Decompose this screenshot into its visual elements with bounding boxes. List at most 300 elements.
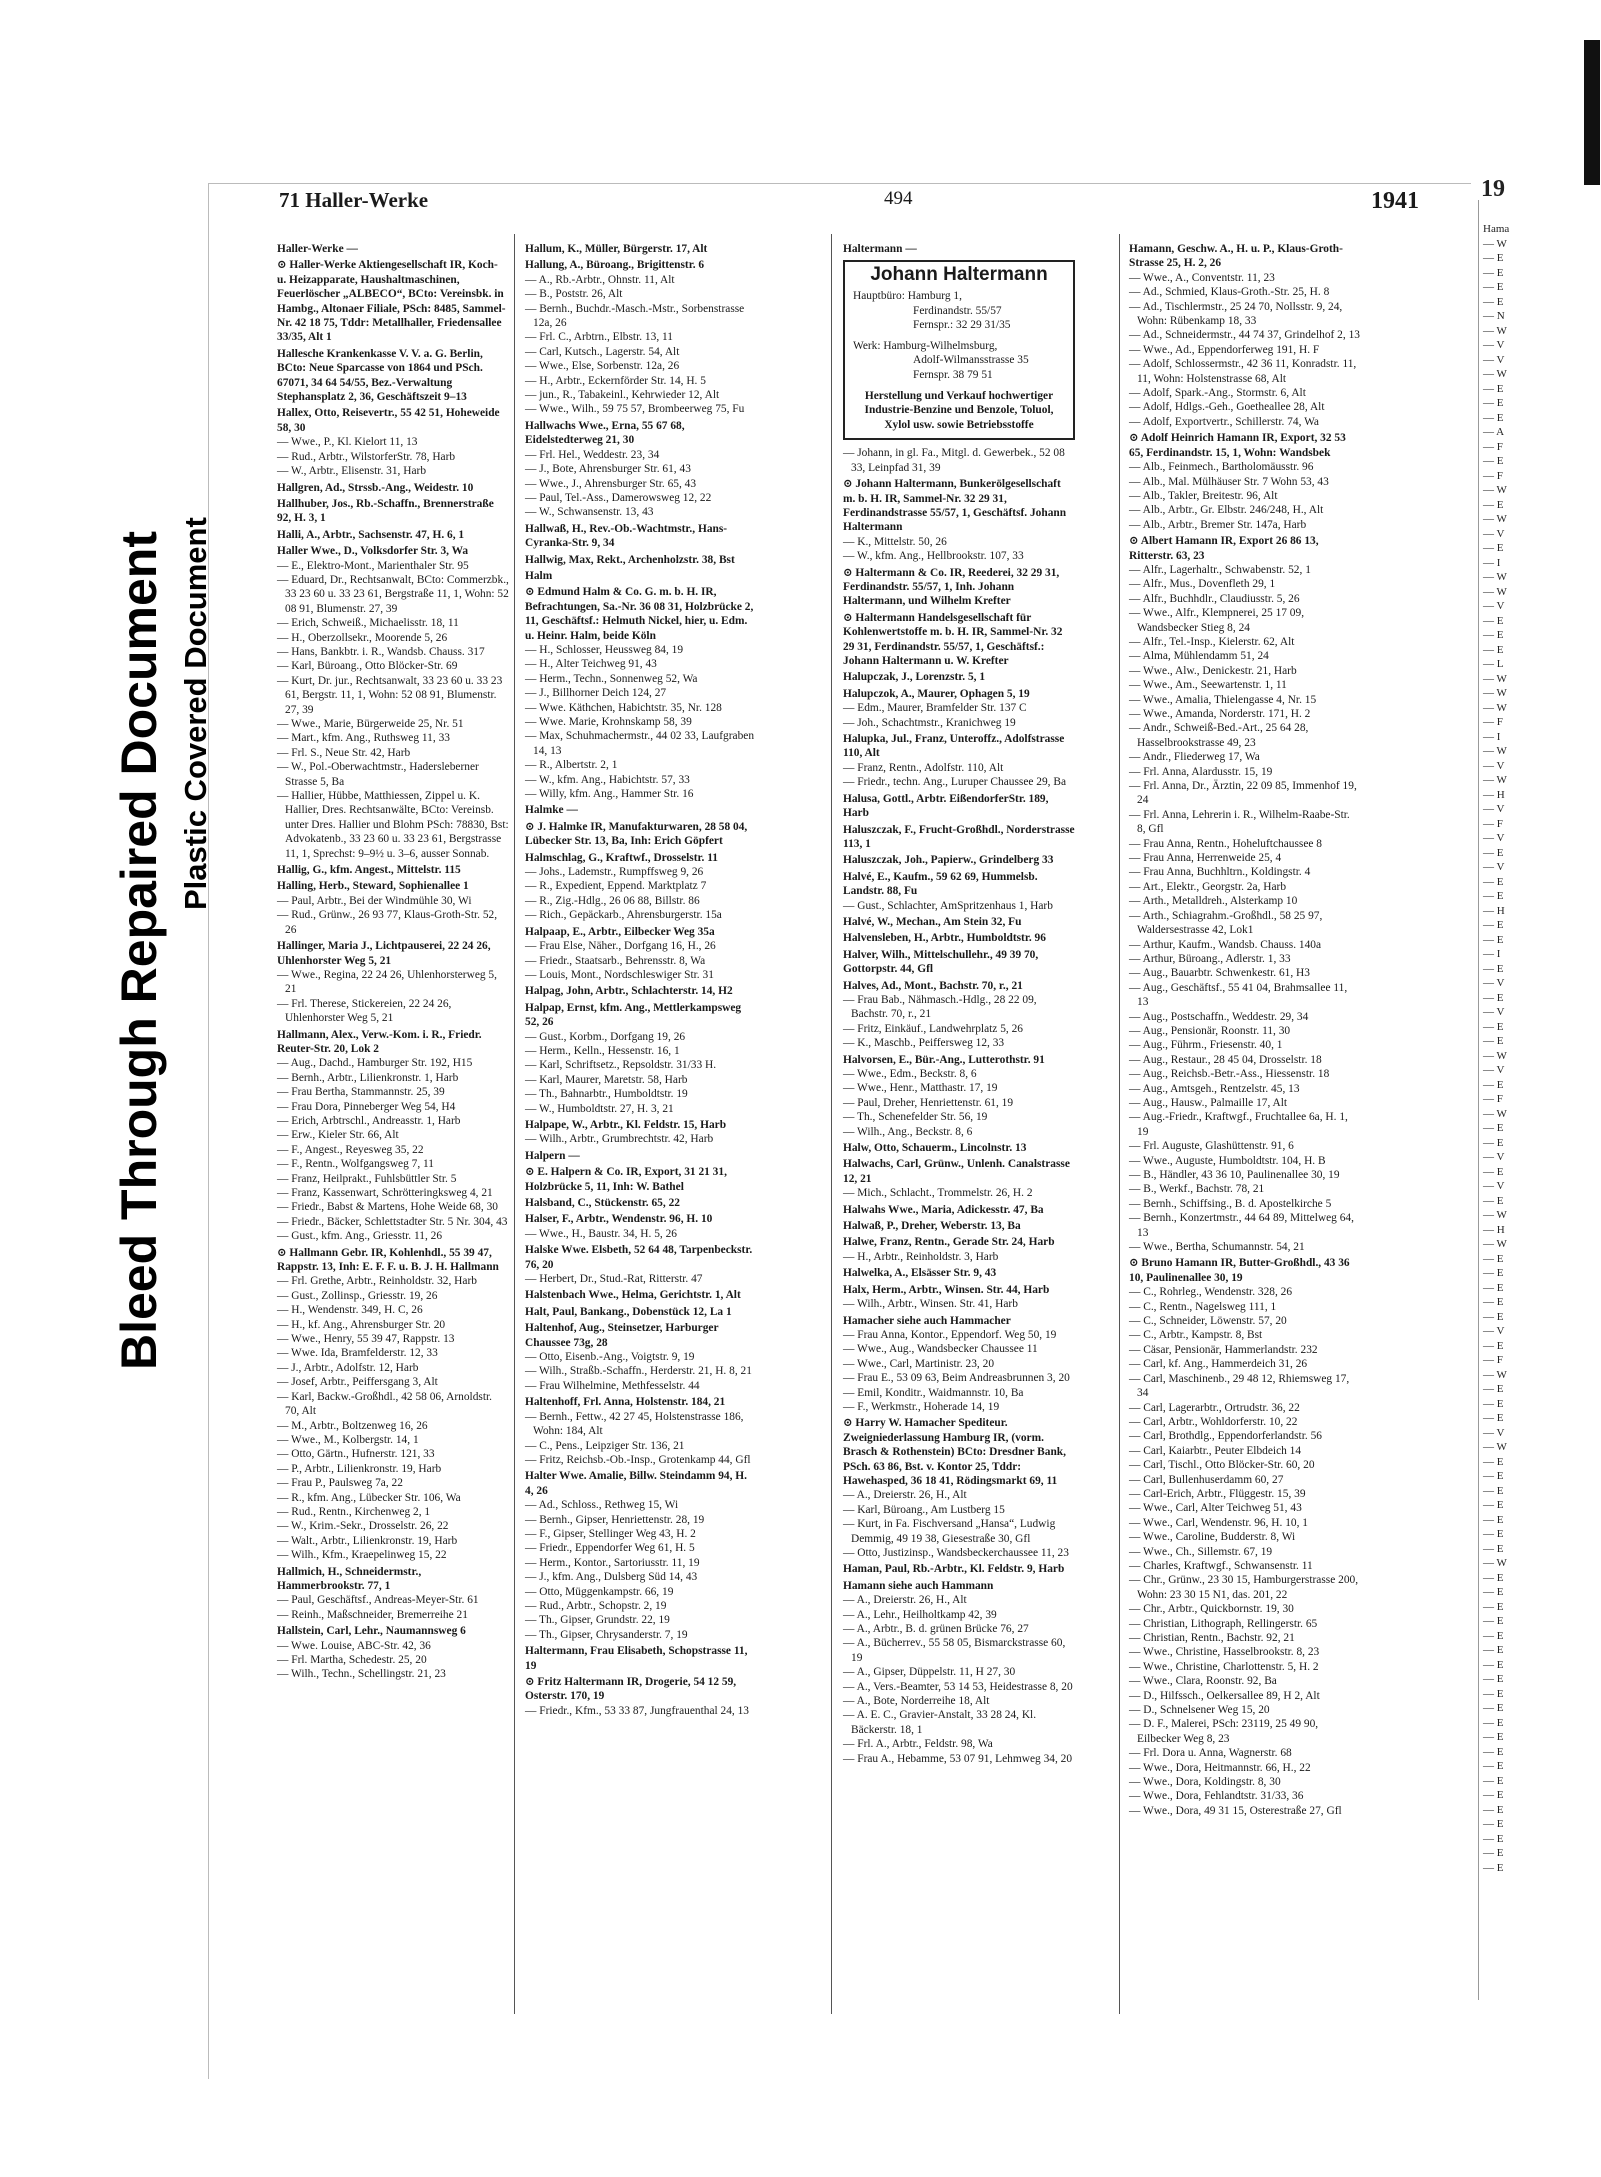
directory-entry: — Wwe., M., Kolbergstr. 14, 1 (277, 1433, 419, 1446)
directory-entry: — Karl, Maurer, Maretstr. 58, Harb (525, 1073, 688, 1086)
directory-entry: Haller-Werke — (277, 243, 358, 255)
directory-entry: — C., Arbtr., Kampstr. 8, Bst (1129, 1329, 1263, 1342)
directory-entry: Hallstein, Carl, Lehr., Naumannsweg 6 (277, 1625, 466, 1638)
adjacent-line: — F (1483, 1354, 1503, 1366)
adjacent-line: — E (1483, 411, 1504, 424)
adjacent-line: — E (1483, 1542, 1504, 1555)
directory-entry: Hallum, K., Müller, Bürgerstr. 17, Alt (525, 243, 708, 255)
directory-entry: — Adolf, Hdlgs.-Geh., Goetheallee 28, Alt (1129, 401, 1325, 414)
adjacent-line: — E (1483, 252, 1504, 264)
directory-entry: — Aug., Geschäftsf., 55 41 04, Brahmsallee 11, 13 (1129, 981, 1348, 1009)
adjacent-line: — H (1483, 1223, 1505, 1236)
directory-entry: Halusa, Gottl., Arbtr. EißendorferStr. 189, Harb (843, 792, 1049, 820)
adjacent-line: — E (1483, 1629, 1504, 1642)
directory-entry: Halstenbach Wwe., Helma, Gerichtstr. 1, Alt (525, 1289, 741, 1302)
directory-entry: — Wwe., Wilh., 59 75 57, Brombeerweg 75, Fu (525, 403, 745, 416)
directory-entry: — Wilh., Ang., Beckstr. 8, 6 (843, 1125, 973, 1138)
directory-entry: — Alfr., Buchhdlr., Claudiusstr. 5, 26 (1129, 592, 1300, 605)
directory-entry: — W., Pol.-Oberwachtmstr., Hadersleberner Strasse 5, Ba (277, 761, 479, 788)
adjacent-line: — H (1483, 788, 1505, 801)
directory-entry: — Kurt, in Fa. Fischversand „Hansa“, Ludwig Demmig, 49 19 38, Giesestraße 30, Gfl (843, 1518, 1056, 1545)
directory-entry: — B., Werkf., Bachstr. 78, 21 (1129, 1183, 1265, 1196)
directory-entry: — Carl, Bullenhuserdamm 60, 27 (1129, 1473, 1284, 1486)
directory-entry: — Wwe., Edm., Beckstr. 8, 6 (843, 1068, 977, 1080)
adjacent-line: — V (1483, 353, 1505, 366)
directory-entry: — Bernh., Gipser, Henriettenstr. 28, 19 (525, 1513, 705, 1526)
adjacent-line: Hama (1483, 223, 1510, 235)
directory-entry: — W., Krim.-Sekr., Drosselstr. 26, 22 (277, 1520, 449, 1533)
adjacent-line: — W (1483, 585, 1507, 598)
adjacent-line: — E (1483, 919, 1504, 931)
adjacent-line: — V (1483, 339, 1505, 351)
directory-entry: Halvé, E., Kaufm., 59 62 69, Hummelsb. Landstr. 88, Fu (843, 870, 1038, 898)
directory-entry: — Wwe., Carl, Martinistr. 23, 20 (843, 1357, 995, 1370)
adjacent-line: — E (1483, 1296, 1504, 1308)
adjacent-line: — E (1483, 382, 1504, 395)
adjacent-line: — E (1483, 1658, 1504, 1671)
column-4 (1129, 240, 1361, 2010)
directory-entry: ⊙ Fritz Haltermann IR, Drogerie, 54 12 59, Osterstr. 170, 19 (525, 1676, 737, 1703)
directory-entry: — Aug.-Friedr., Kraftwgf., Fruchtallee 6a, H. 1, 19 (1129, 1111, 1348, 1138)
directory-entry: — Carl-Erich, Arbtr., Flüggestr. 15, 39 (1129, 1487, 1306, 1500)
directory-entry: — R., Expedient, Eppend. Marktplatz 7 (525, 880, 707, 893)
adjacent-line: — W (1483, 774, 1507, 786)
directory-entry: Hamacher siehe auch Hammacher (843, 1314, 1011, 1327)
directory-entry: Halpape, W., Arbtr., Kl. Feldstr. 15, Harb (525, 1118, 727, 1131)
adjacent-line: — W (1483, 1209, 1507, 1221)
directory-entry: — Hans, Bankbtr. i. R., Wandsb. Chauss. 317 (277, 645, 485, 658)
directory-entry: — Johann, in gl. Fa., Mitgl. d. Gewerbek., 52 08 33, Leinpfad 31, 39 (843, 447, 1065, 474)
directory-entry: — F., Rentn., Wolfgangsweg 7, 11 (277, 1158, 434, 1171)
directory-entry: — Frl. S., Neue Str. 42, Harb (277, 746, 411, 759)
adjacent-line: — E (1483, 1035, 1504, 1047)
directory-entry: — P., Arbtr., Lilienkronstr. 19, Harb (277, 1462, 442, 1475)
adjacent-line: — W (1483, 513, 1507, 525)
directory-entry: — Wwe., Christine, Charlottenstr. 5, H. 2 (1129, 1660, 1319, 1673)
column-rule (831, 234, 832, 2014)
directory-entry: — Franz, Rentn., Adolfstr. 110, Alt (843, 761, 1004, 774)
directory-entry: — C., Rohrleg., Wendenstr. 328, 26 (1129, 1286, 1293, 1299)
directory-entry: — Carl, Kutsch., Lagerstr. 54, Alt (525, 345, 680, 358)
directory-entry: — Carl, Kaiarbtr., Peuter Elbdeich 14 (1129, 1444, 1302, 1457)
directory-entry: — Andr., Schweiß-Bed.-Art., 25 64 28, Hasselbrookstrasse 49, 23 (1129, 722, 1309, 749)
directory-entry: — Ad., Schloss., Rethweg 15, Wi (525, 1499, 679, 1512)
directory-entry: — Wwe. Käthchen, Habichtstr. 35, Nr. 128 (525, 701, 722, 714)
directory-entry: — R., kfm. Ang., Lübecker Str. 106, Wa (277, 1491, 461, 1504)
directory-page (208, 183, 1471, 2079)
directory-entry: — Frl. Hel., Weddestr. 23, 34 (525, 448, 660, 461)
adjacent-line: — V (1483, 803, 1505, 815)
directory-entry: Halli, A., Arbtr., Sachsenstr. 47, H. 6, 1 (277, 528, 465, 541)
directory-entry: — Alb., Takler, Breitestr. 96, Alt (1129, 489, 1278, 502)
directory-entry: Halser, F., Arbtr., Wendenstr. 96, H. 10 (525, 1213, 713, 1226)
directory-entry: — D., Hilfssch., Oelkersallee 89, H 2, Alt (1129, 1689, 1320, 1702)
directory-entry: — F., Angest., Reyesweg 35, 22 (277, 1143, 424, 1156)
adjacent-line: — W (1483, 1441, 1507, 1453)
directory-entry: — Paul, Geschäftsf., Andreas-Meyer-Str. 61 (277, 1594, 479, 1607)
directory-entry: — Rud., Arbtr., Schopstr. 2, 19 (525, 1599, 667, 1612)
adjacent-line: — E (1483, 1803, 1504, 1816)
adjacent-line: — E (1483, 455, 1504, 467)
directory-entry: ⊙ Johann Haltermann, Bunkerölgesellschaft m. b. H. IR, Sammel-Nr. 32 29 31, Ferdinandstrasse 55/57, 1, Geschäftsf. Johann Haltermann (843, 478, 1067, 534)
directory-entry: — K., Maschb., Peiffersweg 12, 33 (843, 1037, 1005, 1050)
directory-entry: Halske Wwe. Elsbeth, 52 64 48, Tarpenbeckstr. 76, 20 (525, 1244, 753, 1271)
directory-entry: — Rud., Arbtr., WilstorferStr. 78, Harb (277, 450, 456, 463)
directory-entry: — Rich., Gepäckarb., Ahrensburgerstr. 15a (525, 909, 722, 922)
directory-entry: — A., Rb.-Arbtr., Ohnstr. 11, Alt (525, 273, 675, 286)
directory-entry: — Wwe., Carl, Wendenstr. 96, H. 10, 1 (1129, 1516, 1308, 1529)
adjacent-line: — V (1483, 1006, 1505, 1018)
adjacent-line: — V (1483, 832, 1505, 844)
directory-entry: — Rud., Rentn., Kirchenweg 2, 1 (277, 1505, 431, 1518)
adjacent-line: — E (1483, 1499, 1504, 1511)
directory-entry: — Rud., Grünw., 26 93 77, Klaus-Groth-Str. 52, 26 (277, 909, 498, 936)
adjacent-line: — E (1483, 1745, 1504, 1758)
directory-entry: — Ad., Schneidermstr., 44 74 37, Grindelhof 2, 13 (1129, 329, 1360, 342)
adjacent-page-number: 19 (1481, 176, 1505, 202)
directory-entry: Halwelka, A., Elsässer Str. 9, 43 (843, 1267, 997, 1280)
directory-entry: — W., Humboldtstr. 27, H. 3, 21 (525, 1102, 674, 1115)
adjacent-line: — E (1483, 498, 1504, 511)
directory-entry: — Ad., Tischlermstr., 25 24 70, Nollsstr. 9, 24, Wohn: Rübenkamp 18, 33 (1129, 300, 1343, 328)
directory-entry: — Th., Gipser, Chrysanderstr. 7, 19 (525, 1628, 688, 1641)
directory-entry: Halsband, C., Stückenstr. 65, 22 (525, 1197, 680, 1209)
directory-entry: — Th., Bahnarbtr., Humboldtstr. 19 (525, 1088, 688, 1101)
adjacent-line: — E (1483, 1615, 1504, 1627)
ad-works-label: Werk: Hamburg-Wilhelmsburg, (853, 339, 998, 352)
directory-entry: — Andr., Fliederweg 17, Wa (1129, 751, 1260, 764)
column-2 (525, 240, 757, 2010)
column-1 (277, 240, 509, 2010)
directory-entry: — Bernh., Konzertmstr., 44 64 89, Mittelweg 64, 13 (1129, 1212, 1354, 1239)
directory-entry: — Hallier, Hübbe, Matthiessen, Zippel u. K. Hallier, Dres. Rechtsanwälte, BCto: Vereinsb. unter Dres. Hallier und Blohm PSch: 78830, Bst: Advokatenb., 33 23 60 u. 33 23 61, Bergstrasse 11, 1, Sprechst: 9–9½ u. 3–6, ausser Sonnab. (277, 790, 509, 860)
directory-entry: — Aug., Amtsgeh., Rentzelstr. 45, 13 (1129, 1082, 1300, 1095)
adjacent-line: — E (1483, 1818, 1504, 1830)
directory-entry: — Wwe., Dora, 49 31 15, Osterestraße 27, Gfl (1129, 1804, 1342, 1817)
directory-entry: — E., Elektro-Mont., Marienthaler Str. 95 (277, 559, 469, 572)
directory-entry: — Frl. Anna, Lehrerin i. R., Wilhelm-Raabe-Str. 8, Gfl (1129, 808, 1350, 836)
adjacent-line: — W (1483, 1049, 1507, 1062)
directory-entry: — W., Arbtr., Elisenstr. 31, Harb (277, 465, 427, 478)
directory-entry: — A., Dreierstr. 26, H., Alt (843, 1594, 967, 1607)
adjacent-line: — E (1483, 1586, 1504, 1598)
directory-entry: — M., Arbtr., Boltzenweg 16, 26 (277, 1419, 428, 1432)
adjacent-line: — W (1483, 672, 1507, 685)
directory-entry: Halw, Otto, Schauerm., Lincolnstr. 13 (843, 1142, 1027, 1155)
adjacent-line: — F (1483, 1093, 1503, 1105)
directory-entry: — Frau Wilhelmine, Methfesselstr. 44 (525, 1379, 700, 1392)
directory-entry: — Frau Anna, Kontor., Eppendorf. Weg 50, 19 (843, 1328, 1057, 1341)
directory-entry: — Aug., Führm., Friesenstr. 40, 1 (1129, 1039, 1283, 1052)
adjacent-line: — W (1483, 687, 1507, 699)
adjacent-line: — E (1483, 1310, 1504, 1323)
adjacent-line: — E (1483, 1484, 1504, 1497)
adjacent-line: — V (1483, 977, 1505, 989)
directory-entry: — Paul, Arbtr., Bei der Windmühle 30, Wi (277, 894, 472, 907)
adjacent-line: — E (1483, 1165, 1504, 1178)
directory-entry: Halvé, W., Mechan., Am Stein 32, Fu (843, 915, 1022, 928)
directory-entry: Halupka, Jul., Franz, Unteroffz., Adolfstrasse 110, Alt (843, 733, 1065, 760)
directory-entry: — Christian, Rentn., Bachstr. 92, 21 (1129, 1632, 1295, 1644)
directory-entry: — Carl, kf. Ang., Hammerdeich 31, 26 (1129, 1358, 1308, 1371)
directory-entry: Halvorsen, E., Bür.-Ang., Lutterothstr. 91 (843, 1053, 1045, 1066)
directory-entry: — Adolf, Spark.-Ang., Stormstr. 6, Alt (1129, 387, 1306, 400)
directory-entry: — J., Billhorner Deich 124, 27 (525, 687, 667, 700)
directory-entry: — Gust., Zollinsp., Griesstr. 19, 26 (277, 1289, 438, 1302)
adjacent-line: — V (1483, 527, 1505, 540)
adjacent-line: — N (1483, 310, 1505, 322)
directory-entry: Halvensleben, H., Arbtr., Humboldtstr. 96 (843, 932, 1046, 945)
directory-entry: ⊙ J. Halmke IR, Manufakturwaren, 28 58 04, Lübecker Str. 13, Ba, Inh: Erich Göpfert (525, 820, 748, 848)
directory-entry: — Arthur, Kaufm., Wandsb. Chauss. 140a (1129, 938, 1322, 951)
adjacent-line: — F (1483, 440, 1503, 453)
directory-entry: — Wwe. Ida, Bramfelderstr. 12, 33 (277, 1347, 438, 1360)
directory-entry: — Herm., Kelln., Hessenstr. 16, 1 (525, 1044, 680, 1057)
directory-entry: — Frau Anna, Buchhltrn., Koldingstr. 4 (1129, 866, 1311, 879)
directory-entry: — C., Pens., Leipziger Str. 136, 21 (525, 1439, 685, 1452)
directory-entry: — Reinh., Maßschneider, Bremerreihe 21 (277, 1608, 468, 1621)
directory-entry: — Wwe., Christine, Hasselbrookstr. 8, 23 (1129, 1646, 1320, 1659)
directory-entry: Hallwachs Wwe., Erna, 55 67 68, Eidelstedterweg 21, 30 (525, 419, 685, 447)
directory-entry: — A., Dreierstr. 26, H., Alt (843, 1489, 967, 1502)
directory-entry: — Wwe., Carl, Alter Teichweg 51, 43 (1129, 1502, 1302, 1515)
directory-entry: — Mich., Schlacht., Trommelstr. 26, H. 2 (843, 1187, 1033, 1200)
directory-entry: — R., Albertstr. 2, 1 (525, 759, 618, 772)
directory-entry: — J., Bote, Ahrensburger Str. 61, 43 (525, 463, 691, 476)
adjacent-line: — E (1483, 1194, 1504, 1207)
stamp-line-1: Bleed Through Repaired Document (111, 531, 167, 1370)
directory-entry: Hallhuber, Jos., Rb.-Schaffn., Brennerstraße 92, H. 3, 1 (277, 497, 494, 525)
adjacent-line: — V (1483, 1325, 1505, 1337)
directory-entry: — Frl. Martha, Schedestr. 25, 20 (277, 1654, 427, 1666)
directory-entry: ⊙ Haltermann Handelsgesellschaft für Kohlenwertstoffe m. b. H. IR, Sammel-Nr. 32 29 31, Ferdinandstr. 55/57, 1, Geschäftsf.: Johann Haltermann u. W. Krefter (843, 611, 1063, 668)
adjacent-line: — E (1483, 1412, 1504, 1424)
directory-entry: — Wwe., Ad., Eppendorferweg 191, H. F (1129, 343, 1320, 356)
stamp-line-2: Plastic Covered Document (178, 517, 213, 910)
directory-entry: — A., Vers.-Beamter, 53 14 53, Heidestrasse 8, 20 (843, 1680, 1073, 1693)
directory-entry: — Arthur, Büroang., Adlerstr. 1, 33 (1129, 952, 1291, 965)
adjacent-line: — V (1483, 1180, 1505, 1192)
directory-entry: — Wwe., Dora, Fehlandtstr. 31/33, 36 (1129, 1790, 1304, 1803)
adjacent-line: — E (1483, 1122, 1504, 1134)
directory-entry: — Bernh., Buchdr.-Masch.-Mstr., Sorbenstrasse 12a, 26 (525, 302, 745, 330)
directory-entry: — Frau A., Hebamme, 53 07 91, Lehmweg 34, 20 (843, 1752, 1073, 1765)
directory-entry: — Otto, Eisenb.-Ang., Voigtstr. 9, 19 (525, 1351, 695, 1364)
adjacent-line: — E (1483, 1267, 1504, 1279)
adjacent-line: — W (1483, 1368, 1507, 1381)
directory-entry: — C., Rentn., Nagelsweg 111, 1 (1129, 1300, 1277, 1313)
directory-entry: — D., Schnelsener Weg 15, 20 (1129, 1704, 1270, 1717)
directory-entry: — Frl. Anna, Dr., Ärztin, 22 09 85, Immenhof 19, 24 (1129, 780, 1357, 807)
directory-entry: — Frau P., Paulsweg 7a, 22 (277, 1477, 403, 1490)
directory-entry: — Aug., Hausw., Palmaille 17, Alt (1129, 1096, 1288, 1109)
directory-entry: ⊙ Albert Hamann IR, Export 26 86 13, Ritterstr. 63, 23 (1129, 535, 1319, 562)
adjacent-line: — E (1483, 1832, 1504, 1845)
directory-entry: Haller Wwe., D., Volksdorfer Str. 3, Wa (277, 545, 469, 558)
directory-entry: — Wwe., Regina, 22 24 26, Uhlenhorsterweg 5, 21 (277, 968, 497, 996)
directory-entry: — Frau Else, Näher., Dorfgang 16, H., 26 (525, 940, 716, 953)
directory-entry: ⊙ Edmund Halm & Co. G. m. b. H. IR, Befrachtungen, Sa.-Nr. 36 08 31, Holzbrücke 2, 11, Geschäftsf.: Helmuth Nickel, hier, u. Edm. u. Heinr. Halm, beide Köln (525, 586, 754, 642)
adjacent-line: — F (1483, 716, 1503, 728)
adjacent-line: — E (1483, 1281, 1504, 1294)
directory-entry: — Aug., Postschaffn., Weddestr. 29, 34 (1129, 1010, 1309, 1023)
adjacent-line: — E (1483, 1716, 1504, 1729)
directory-entry: Halwe, Franz, Rentn., Gerade Str. 24, Harb (843, 1236, 1055, 1249)
directory-entry: Haman, Paul, Rb.-Arbtr., Kl. Feldstr. 9, Harb (843, 1563, 1065, 1576)
directory-entry: Haltenhof, Aug., Steinsetzer, Harburger Chaussee 73g, 28 (525, 1322, 719, 1349)
adjacent-line: — E (1483, 397, 1504, 409)
directory-entry: — Fritz, Einkäuf., Landwehrplatz 5, 26 (843, 1022, 1023, 1035)
directory-entry: — Frl. A., Arbtr., Feldstr. 98, Wa (843, 1738, 993, 1751)
directory-entry: Hallmich, H., Schneidermstr., Hammerbrookstr. 77, 1 (277, 1565, 422, 1592)
directory-entry: — Aug., Pensionär, Roonstr. 11, 30 (1129, 1024, 1291, 1037)
directory-entry: — Chr., Grünw., 23 30 15, Hamburgerstrasse 200, Wohn: 23 30 15 N1, das. 201, 22 (1129, 1574, 1359, 1601)
directory-entry: — A., Lehr., Heilholtkamp 42, 39 (843, 1608, 997, 1621)
directory-entry: — Ad., Schmied, Klaus-Groth.-Str. 25, H. 8 (1129, 286, 1330, 299)
adjacent-line: — E (1483, 1136, 1504, 1149)
adjacent-line: — E (1483, 991, 1504, 1004)
directory-entry: — F., Werkmstr., Hoherade 14, 19 (843, 1400, 1000, 1413)
directory-entry: — Wwe., Marie, Bürgerweide 25, Nr. 51 (277, 718, 464, 730)
directory-entry: — Wwe., Caroline, Budderstr. 8, Wi (1129, 1531, 1296, 1544)
directory-entry: Halwachs, Carl, Grünw., Unlenh. Canalstrasse 12, 21 (843, 1158, 1070, 1185)
directory-entry: — Alfr., Lagerhaltr., Schwabenstr. 52, 1 (1129, 563, 1311, 576)
directory-entry: — Kurt, Dr. jur., Rechtsanwalt, 33 23 60 u. 33 23 61, Bergstr. 11, 1, Wohn: 52 08 91, Blumenstr. 27, 39 (277, 674, 503, 716)
directory-entry: — Frau Dora, Pinneberger Weg 54, H4 (277, 1100, 456, 1113)
ad-hq-label: Hauptbüro: Hamburg 1, (853, 290, 962, 302)
directory-entry: — Frau Bertha, Stammannstr. 25, 39 (277, 1086, 445, 1099)
adjacent-line: — E (1483, 1513, 1504, 1526)
directory-entry: — Karl, Büroang., Otto Blöcker-Str. 69 (277, 660, 458, 673)
directory-entry: — Otto, Gärtn., Hufnerstr. 121, 33 (277, 1448, 435, 1461)
directory-entry: ⊙ Haltermann & Co. IR, Reederei, 32 29 31, Ferdinandstr. 55/57, 1, Inh. Johann Haltermann, und Wilhelm Krefter (843, 566, 1060, 608)
adjacent-line: — E (1483, 1687, 1504, 1700)
directory-entry: — Wwe., P., Kl. Kielort 11, 13 (277, 436, 418, 449)
directory-entry: — H., Wendenstr. 349, H. C, 26 (277, 1304, 423, 1317)
directory-entry: — H., kf. Ang., Ahrensburger Str. 20 (277, 1318, 446, 1331)
directory-entry: — Mart., kfm. Ang., Ruthsweg 11, 33 (277, 732, 450, 745)
directory-entry: — Bernh., Fettw., 42 27 45, Holstenstrasse 186, Wohn: 184, Alt (525, 1410, 744, 1438)
adjacent-line: — E (1483, 1383, 1504, 1395)
adjacent-line: — E (1483, 1600, 1504, 1613)
directory-entry: — Adolf, Schlossermstr., 42 36 11, Konradstr. 11, 11, Wohn: Holstenstrasse 68, Alt (1129, 358, 1357, 385)
directory-entry: ⊙ Harry W. Hamacher Spediteur. Zweigniederlassung Hamburg IR, (vorm. Brasch & Rothenstein) BCto: Dresdner Bank, PSch. 63 86, Bst. v. Kontor 25, Tddr: Hawehasped, 36 18 41, Rödingsmarkt 69, 11 (843, 1417, 1066, 1487)
adjacent-line: — F (1483, 469, 1503, 482)
column-3 (843, 240, 1075, 2010)
adjacent-line: — E (1483, 890, 1504, 902)
adjacent-line: — A (1483, 426, 1505, 438)
directory-entry: — jun., R., Tabakeinl., Kehrwieder 12, Alt (525, 389, 720, 402)
directory-entry: — Herbert, Dr., Stud.-Rat, Ritterstr. 47 (525, 1273, 703, 1286)
adjacent-page-strip (1478, 176, 1601, 2000)
directory-entry: Hallex, Otto, Reisevertr., 55 42 51, Hoheweide 58, 30 (277, 407, 500, 434)
directory-entry: — Willy, kfm. Ang., Hammer Str. 16 (525, 788, 694, 801)
directory-entry: — Friedr., Bäcker, Schlettstadter Str. 5 Nr. 304, 43 (277, 1215, 508, 1228)
adjacent-line: — E (1483, 1455, 1504, 1468)
adjacent-line: — E (1483, 629, 1504, 641)
ad-title: Johann Haltermann (870, 264, 1048, 286)
year-label: 1941 (1371, 188, 1419, 214)
directory-entry: — Wwe., Alw., Denickestr. 21, Harb (1129, 664, 1297, 677)
directory-entry: Hallig, G., kfm. Angest., Mittelstr. 115 (277, 864, 461, 877)
directory-entry: — Karl, Backw.-Großhdl., 42 58 06, Arnoldstr. 70, Alt (277, 1390, 493, 1418)
directory-entry: — A. E. C., Gravier-Anstalt, 33 28 24, Kl. Bäckerstr. 18, 1 (843, 1709, 1037, 1736)
directory-entry: — H., Arbtr., Eckernförder Str. 14, H. 5 (525, 374, 706, 387)
directory-entry: — Frl. Auguste, Glashüttenstr. 91, 6 (1129, 1140, 1294, 1153)
adjacent-line: — E (1483, 1774, 1504, 1787)
directory-entry: — Josef, Arbtr., Peiffersgang 3, Alt (277, 1376, 438, 1389)
directory-entry: — F., Gipser, Stellinger Weg 43, H. 2 (525, 1527, 696, 1540)
adjacent-line: — W (1483, 745, 1507, 757)
directory-entry: Halupczak, J., Lorenzstr. 5, 1 (843, 671, 986, 684)
adjacent-line: — V (1483, 759, 1505, 772)
adjacent-line: — E (1483, 846, 1504, 859)
directory-entry: — A., Bote, Norderreihe 18, Alt (843, 1695, 990, 1708)
directory-entry: — Wwe. Louise, ABC-Str. 42, 36 (277, 1639, 431, 1652)
adjacent-line: — E (1483, 1339, 1504, 1352)
adjacent-line: — E (1483, 266, 1504, 279)
adjacent-line: — W (1483, 484, 1507, 496)
directory-entry: — Wwe., Henry, 55 39 47, Rappstr. 13 (277, 1333, 455, 1346)
directory-entry: — Franz, Heilprakt., Fuhlsbüttler Str. 5 (277, 1172, 457, 1185)
adjacent-line: — E (1483, 281, 1504, 293)
column-rule (514, 234, 515, 2014)
adjacent-line: — E (1483, 1252, 1504, 1265)
directory-entry: ⊙ Hallmann Gebr. IR, Kohlenhdl., 55 39 47, Rappstr. 13, Inh: E. F. F. u. B. J. H. Hallmann (277, 1246, 499, 1274)
adjacent-line: — V (1483, 1151, 1505, 1163)
directory-entry: — Wwe., Auguste, Humboldtstr. 104, H. B (1129, 1154, 1326, 1167)
directory-entry: — Wwe., Ch., Sillemstr. 67, 19 (1129, 1545, 1273, 1558)
directory-entry: — Johs., Lademstr., Rumpffsweg 9, 26 (525, 866, 704, 879)
directory-entry: Halpag, John, Arbtr., Schlachterstr. 14, H2 (525, 985, 733, 998)
directory-entry: — Th., Schenefelder Str. 56, 19 (843, 1111, 988, 1124)
directory-entry: — Bernh., Schiffsing., B. d. Apostelkirche 5 (1129, 1197, 1332, 1210)
directory-entry: — Friedr., Babst & Martens, Hohe Weide 68, 30 (277, 1201, 498, 1214)
directory-entry: — Wwe. Marie, Krohnskamp 58, 39 (525, 716, 692, 728)
running-head: 71 Haller-Werke (279, 188, 429, 212)
directory-entry: — Aug., Dachd., Hamburger Str. 192, H15 (277, 1057, 473, 1070)
directory-entry: — R., Zig.-Hdlg., 26 06 88, Billstr. 86 (525, 894, 700, 907)
adjacent-line: — I (1483, 730, 1501, 743)
adjacent-line: — E (1483, 1644, 1504, 1656)
adjacent-line: — E (1483, 1020, 1504, 1033)
adjacent-line: — E (1483, 1673, 1504, 1685)
directory-entry: Halmke — (525, 804, 578, 817)
adjacent-line: — W (1483, 1238, 1507, 1250)
directory-entry: — Carl, Brothdlg., Eppendorferlandstr. 56 (1129, 1430, 1322, 1443)
directory-entry: — Carl, Arbtr., Wohldorferstr. 10, 22 (1129, 1415, 1298, 1428)
adjacent-line: — W (1483, 324, 1507, 337)
directory-entry: — Wwe., Amalia, Thielengasse 4, Nr. 15 (1129, 693, 1317, 706)
directory-entry: — Adolf, Exportvertr., Schillerstr. 74, Wa (1129, 415, 1319, 428)
directory-entry: — Aug., Restaur., 28 45 04, Drosselstr. 18 (1129, 1053, 1322, 1066)
directory-entry: — W., kfm. Ang., Habichtstr. 57, 33 (525, 773, 690, 786)
directory-entry: — J., Arbtr., Adolfstr. 12, Harb (277, 1361, 419, 1374)
adjacent-line: — E (1483, 1470, 1504, 1482)
ad-works-addr: Adolf-Wilmansstrasse 35 (913, 354, 1029, 367)
directory-entry: — Charles, Kraftwgf., Schwansenstr. 11 (1129, 1559, 1313, 1572)
directory-entry: — Karl, Büroang., Am Lustberg 15 (843, 1503, 1005, 1516)
ad-hq-addr: Ferdinandstr. 55/57 (913, 304, 1002, 317)
directory-entry: — Gust., Schlachter, AmSpritzenhaus 1, Harb (843, 899, 1053, 912)
page-number: 494 (884, 188, 913, 209)
directory-entry: — B., Händler, 43 36 10, Paulinenallee 30, 19 (1129, 1169, 1340, 1181)
directory-entry: Hallgren, Ad., Strssb.-Ang., Weidestr. 10 (277, 481, 474, 494)
adjacent-line: — W (1483, 237, 1507, 250)
directory-entry: — Wilh., Arbtr., Grumbrechtstr. 42, Harb (525, 1133, 714, 1146)
directory-entry: — A., Arbtr., B. d. grünen Brücke 76, 27 (843, 1623, 1029, 1636)
directory-entry: — Alb., Arbtr., Gr. Elbstr. 246/248, H., Alt (1129, 504, 1324, 517)
